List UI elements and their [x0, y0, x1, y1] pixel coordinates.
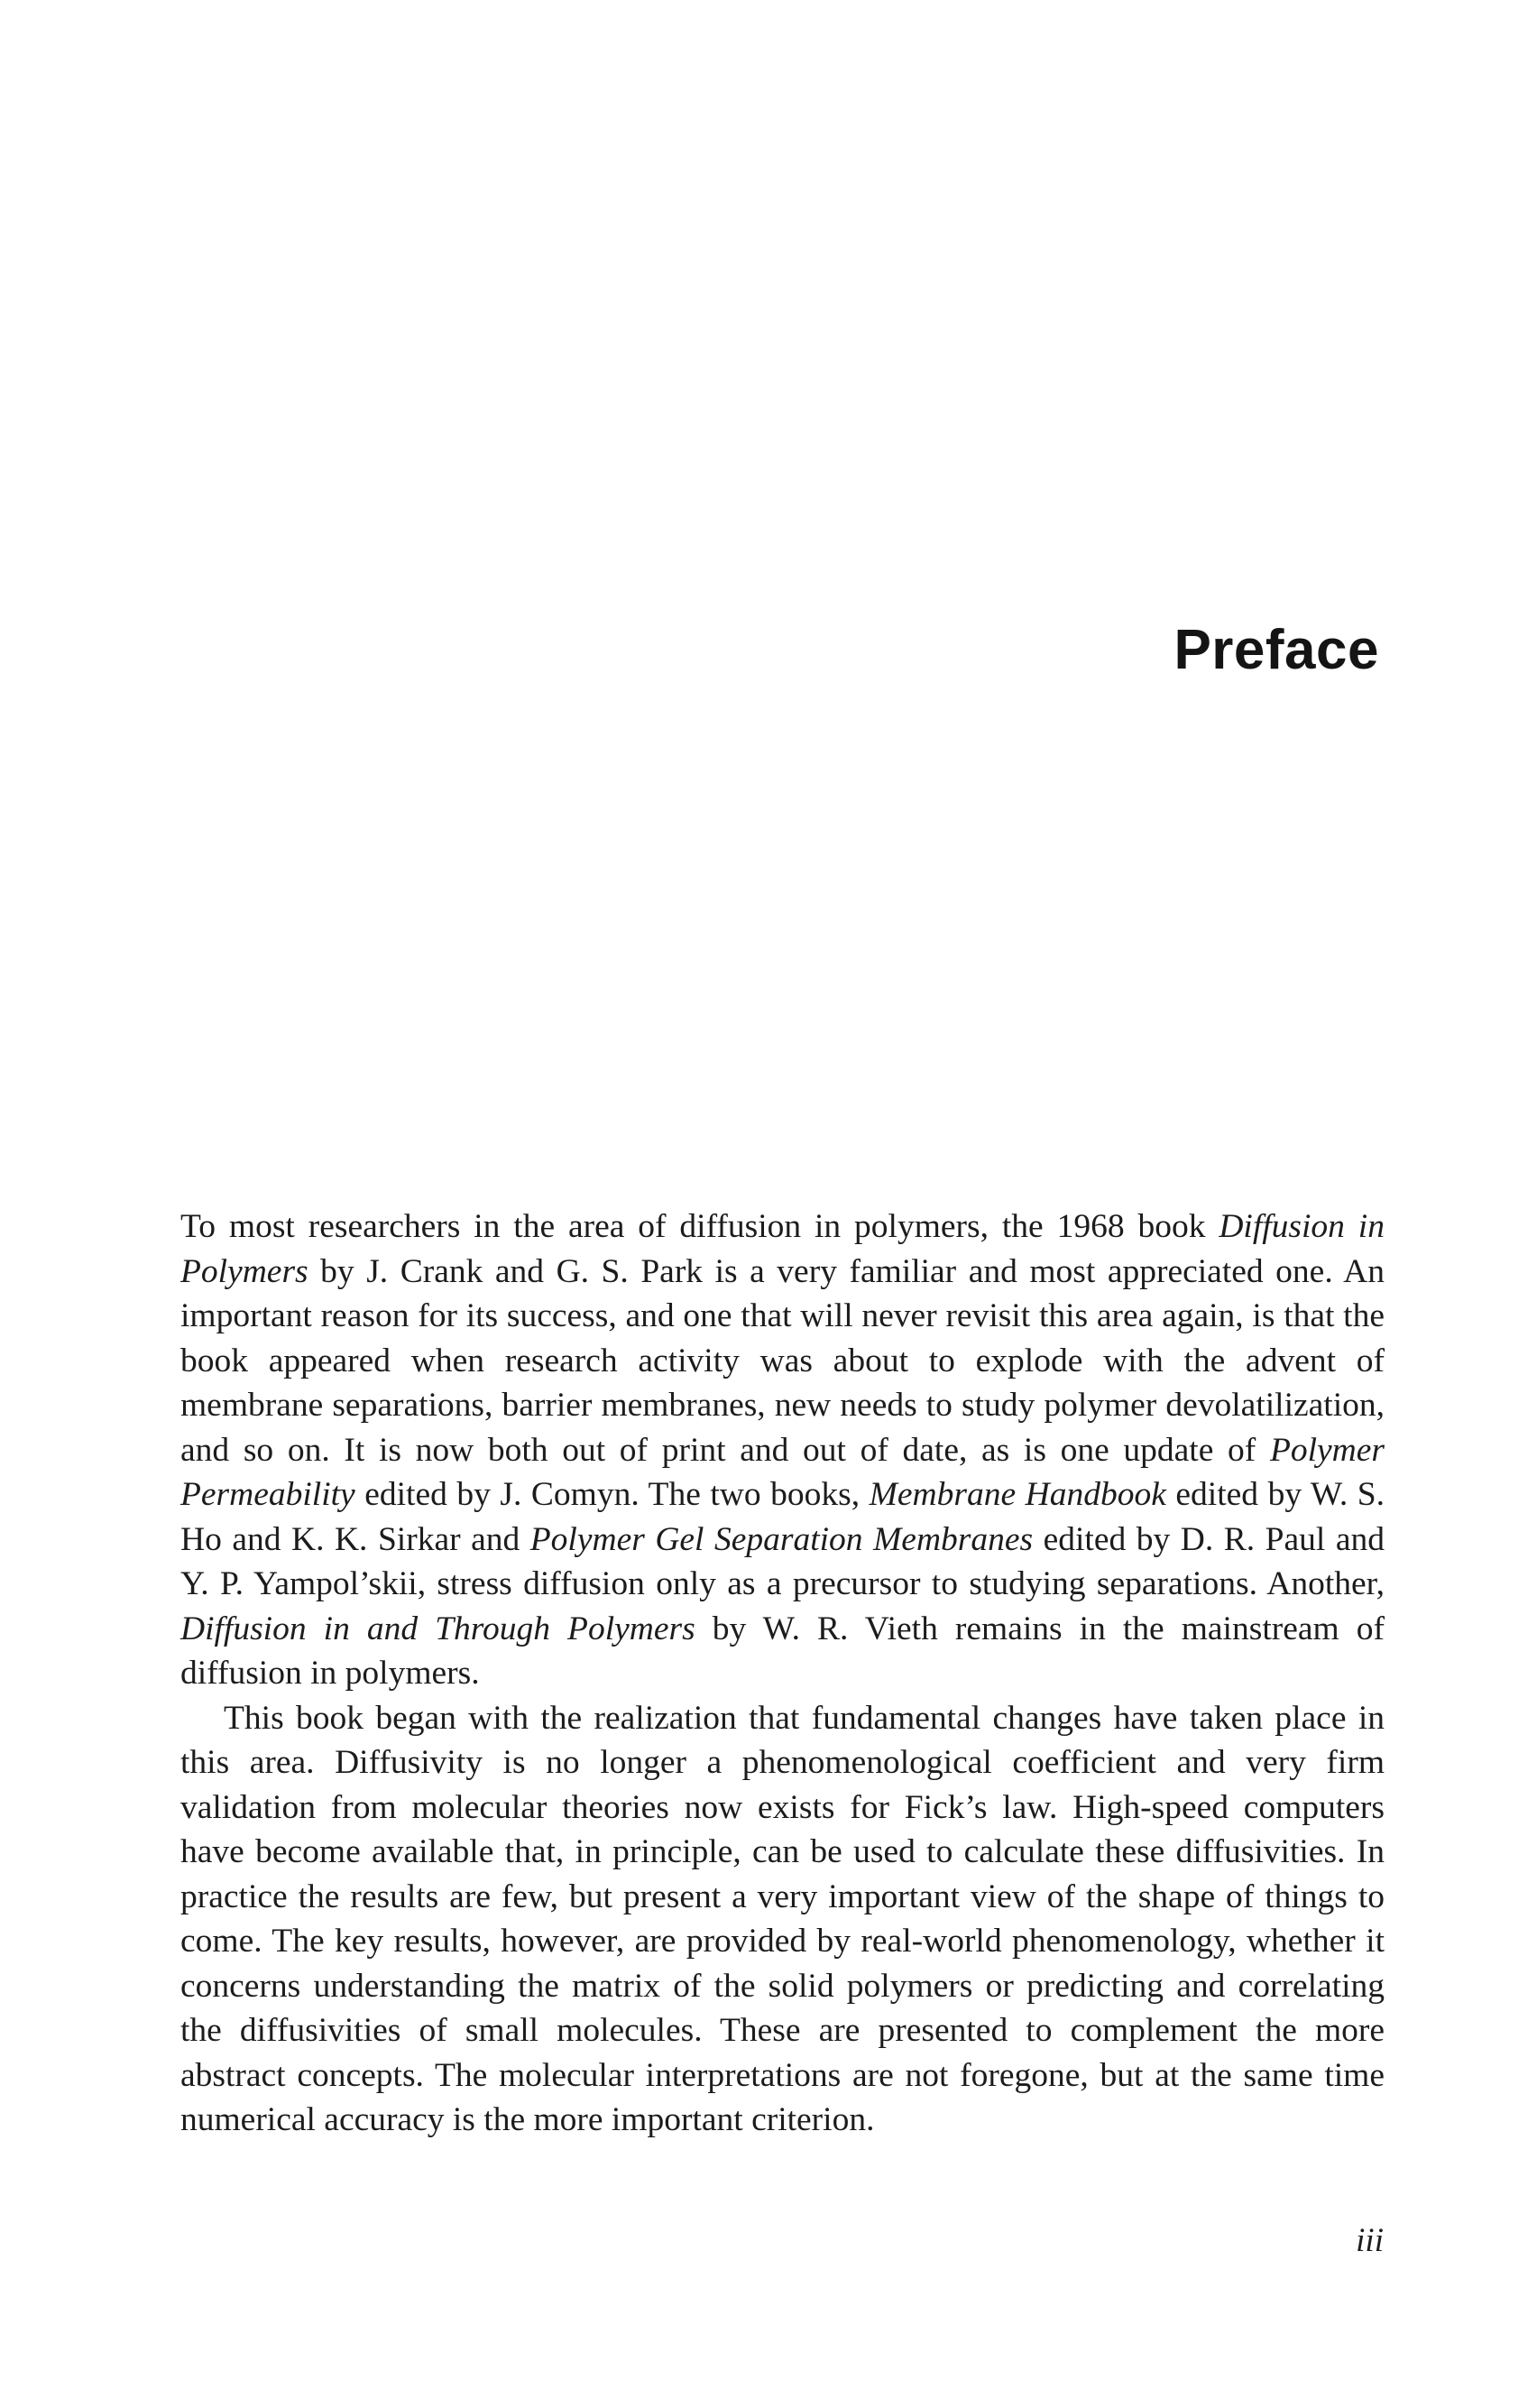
paragraph-1 — [180, 1204, 1385, 1696]
book-title: Diffusion in Polymers — [180, 1208, 1385, 1290]
page-title: Preface — [1173, 619, 1379, 681]
text-run: This book began with the realization that fundamental changes have taken place in this area. Diffusivity is no longer a phenomenological coefficient and very firm validation from molecular theories now exists for Fick’s law. High-speed computers have become available that, in principle, can be used to calculate these diffusivities. In practice the results are few, but present a very important view of the shape of things to come. The key results, however, are provided by real-world phenomenology, whether it concerns understanding the matrix of the solid polymers or predicting and correlating the diffusivities of small molecules. These are presented to complement the more abstract concepts. The molecular interpretations are not foregone, but at the same time numerical accuracy is the more important criterion. — [180, 1699, 1385, 2138]
book-title: Polymer Permeability — [180, 1431, 1385, 1513]
text-run: by W. R. Vieth remains in the mainstream of diffusion in polymers. — [180, 1610, 1385, 1692]
book-title: Membrane Handbook — [869, 1476, 1166, 1513]
page-number: iii — [1356, 2222, 1384, 2259]
text-run: edited by D. R. Paul and Y. P. Yampol’skii, stress diffusion only as a precursor to studying separations. Another, — [180, 1520, 1385, 1602]
text-run: edited by W. S. Ho and K. K. Sirkar and — [180, 1476, 1385, 1558]
text-run: by J. Crank and G. S. Park is a very familiar and most appreciated one. An important reason for its success, and one that will never revisit this area again, is that the book appeared when research activity was about to explode with the advent of membrane separations, barrier membranes, new needs to study polymer devolatilization, and so on. It is now both out of print and out of date, as is one update of — [180, 1252, 1385, 1469]
text-run: edited by J. Comyn. The two books, — [354, 1476, 870, 1513]
text-run: To most researchers in the area of diffusion in polymers, the 1968 book — [180, 1208, 1219, 1245]
book-title: Diffusion in and Through Polymers — [180, 1610, 695, 1647]
preface-body — [180, 1204, 1385, 2143]
paragraph-2 — [180, 1696, 1385, 2143]
book-title: Polymer Gel Separation Membranes — [529, 1520, 1034, 1558]
